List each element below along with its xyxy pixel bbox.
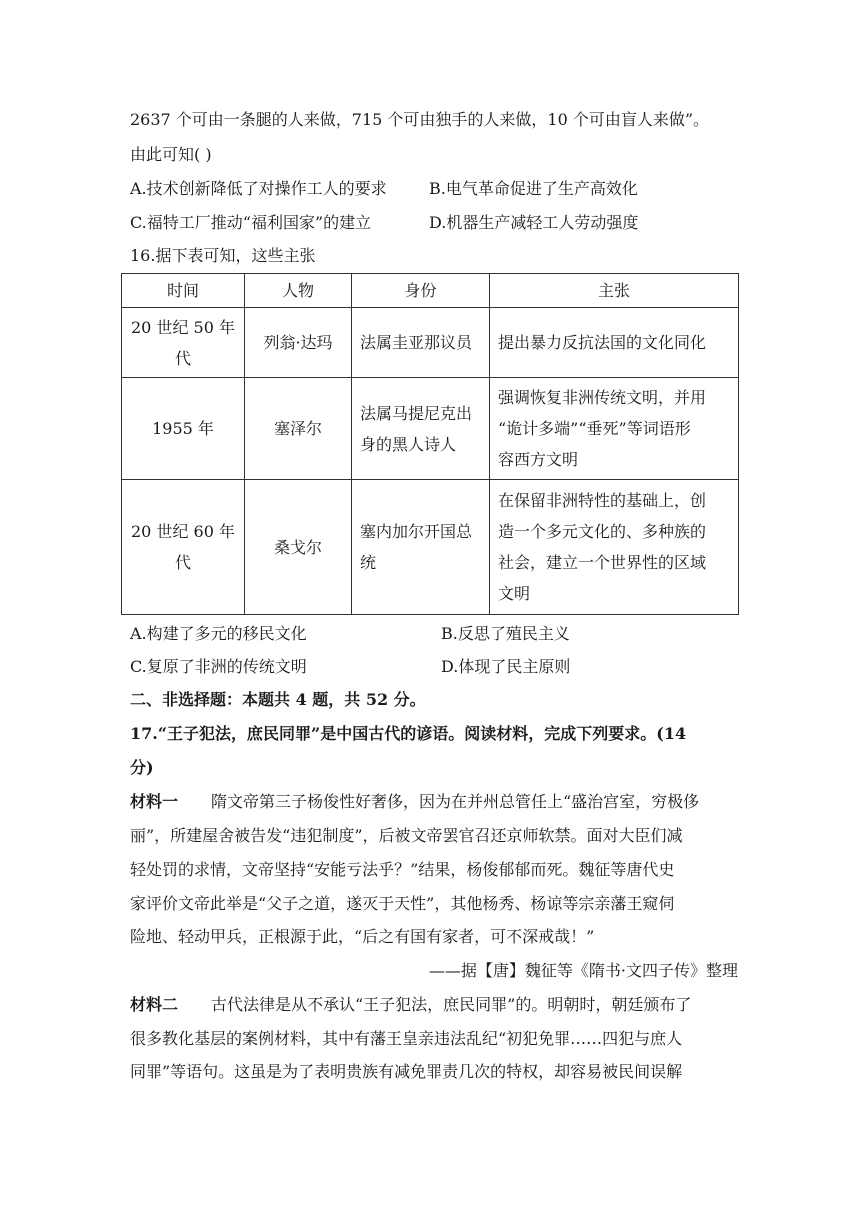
material-1-line4: 家评价文帝此举是“父子之道，遂灭于天性”，其他杨秀、杨谅等宗亲藩王窥伺 — [130, 894, 675, 913]
cell-time: 1955 年 — [122, 378, 245, 480]
q15-stem-line2: 由此可知( ) — [130, 145, 212, 164]
q15-option-a: A.技术创新降低了对操作工人的要求 — [130, 179, 387, 198]
cell-person: 桑戈尔 — [245, 480, 352, 615]
q15-option-c: C.福特工厂推动“福利国家”的建立 — [130, 213, 372, 232]
cell-time: 20 世纪 50 年 代 — [122, 308, 245, 378]
cell-identity: 塞内加尔开国总 统 — [352, 480, 490, 615]
q15-stem-line1: 2637 个可由一条腿的人来做，715 个可由独手的人来做，10 个可由盲人来做”。 — [130, 110, 710, 129]
table-header-time: 时间 — [122, 274, 245, 308]
material-1-line5: 险地、轻动甲兵，正根源于此，“后之有国有家者，可不深戒哉！” — [130, 927, 595, 946]
q15-option-b: B.电气革命促进了生产高效化 — [429, 179, 638, 198]
q17-stem-line1: 17.“王子犯法，庶民同罪”是中国古代的谚语。阅读材料，完成下列要求。(14 — [130, 724, 687, 743]
section-title: 二、非选择题：本题共 4 题，共 52 分。 — [130, 690, 426, 709]
cell-person: 塞泽尔 — [245, 378, 352, 480]
material-1-source: ——据【唐】魏征等《隋书·文四子传》整理 — [428, 961, 738, 980]
table-header-row — [122, 274, 739, 308]
cell-identity: 法属圭亚那议员 — [352, 308, 490, 378]
q17-stem-line2: 分) — [130, 758, 154, 777]
cell-claim: 提出暴力反抗法国的文化同化 — [490, 308, 739, 378]
table-header-identity: 身份 — [352, 274, 490, 308]
table-row — [122, 480, 739, 615]
cell-identity: 法属马提尼克出 身的黑人诗人 — [352, 378, 490, 480]
material-1-line1: 隋文帝第三子杨俊性好奢侈，因为在并州总管任上“盛治宫室，穷极侈 — [211, 792, 700, 811]
q16-table — [121, 273, 739, 615]
material-1-line3: 轻处罚的求情，文帝坚持“安能亏法乎？”结果，杨俊郁郁而死。魏征等唐代史 — [130, 860, 675, 879]
q16-option-d: D.体现了民主原则 — [441, 657, 571, 676]
q16-stem: 16.据下表可知，这些主张 — [130, 246, 316, 265]
cell-claim: 强调恢复非洲传统文明，并用 “诡计多端”“垂死”等词语形 容西方文明 — [490, 378, 739, 480]
q16-option-b: B.反思了殖民主义 — [441, 624, 570, 643]
cell-person: 列翁·达玛 — [245, 308, 352, 378]
material-2-line2: 很多教化基层的案例材料，其中有藩王皇亲违法乱纪“初犯免罪……四犯与庶人 — [130, 1029, 683, 1048]
q15-option-d: D.机器生产减轻工人劳动强度 — [429, 213, 639, 232]
cell-time: 20 世纪 60 年 代 — [122, 480, 245, 615]
table-header-claim: 主张 — [490, 274, 739, 308]
material-2-label: 材料二 — [130, 995, 179, 1014]
material-2-line3: 同罪”等语句。这虽是为了表明贵族有减免罪责几次的特权，却容易被民间误解 — [130, 1062, 683, 1081]
table-row — [122, 378, 739, 480]
material-1-label: 材料一 — [130, 792, 179, 811]
q16-option-c: C.复原了非洲的传统文明 — [130, 657, 307, 676]
cell-claim: 在保留非洲特性的基础上，创 造一个多元文化的、多种族的 社会，建立一个世界性的区域 文明 — [490, 480, 739, 615]
material-1-line2: 丽”，所建屋舍被告发“违犯制度”，后被文帝罢官召还京师软禁。面对大臣们减 — [130, 826, 683, 845]
material-2-line1: 古代法律是从不承认“王子犯法，庶民同罪”的。明朝时，朝廷颁布了 — [211, 995, 692, 1014]
table-header-person: 人物 — [245, 274, 352, 308]
q16-option-a: A.构建了多元的移民文化 — [130, 624, 307, 643]
table-row — [122, 308, 739, 378]
